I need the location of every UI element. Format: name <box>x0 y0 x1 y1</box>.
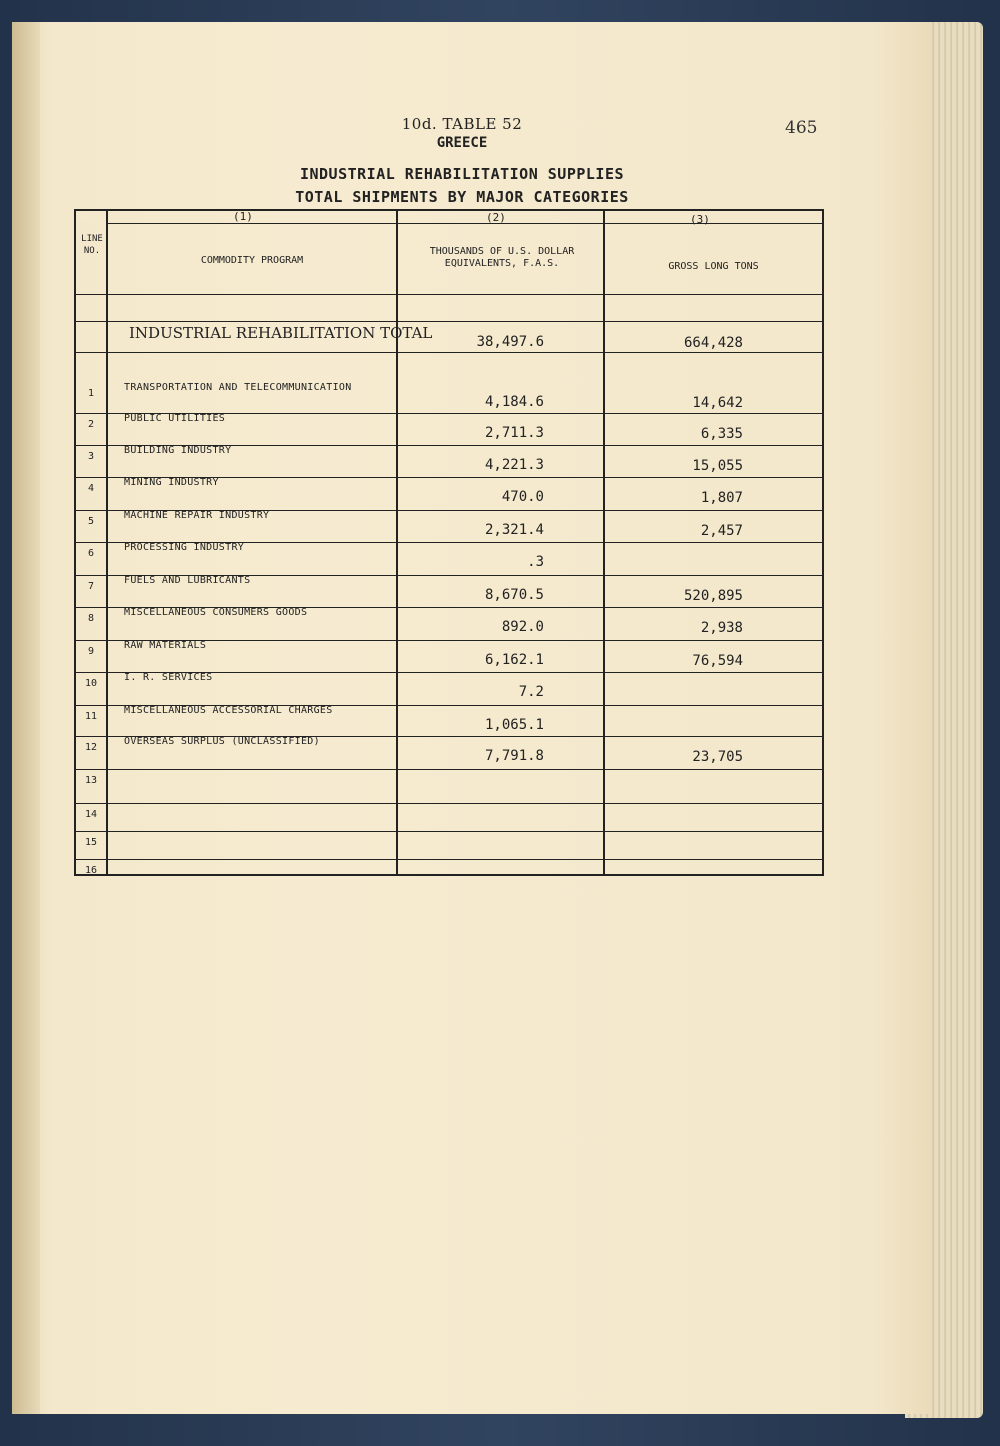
line-number: 11 <box>84 711 98 722</box>
commodity-program: TRANSPORTATION AND TELECOMMUNICATION <box>124 382 352 393</box>
line-number: 15 <box>84 837 98 848</box>
commodity-program: MISCELLANEOUS CONSUMERS GOODS <box>124 607 308 618</box>
line-number: 5 <box>87 516 95 527</box>
total-dollars: 38,497.6 <box>476 334 544 350</box>
line-number: 3 <box>87 451 95 462</box>
column-number-3: (3) <box>690 213 710 226</box>
tons-value: 520,895 <box>683 588 743 604</box>
commodity-program: RAW MATERIALS <box>124 640 207 651</box>
row-rule <box>76 769 822 770</box>
dollar-equivalents-header: THOUSANDS OF U.S. DOLLAR EQUIVALENTS, F.A.S. <box>429 246 575 269</box>
total-rule <box>76 352 822 353</box>
book-page <box>12 22 932 1414</box>
line-header-gap <box>76 211 106 221</box>
tons-value: 6,335 <box>700 426 743 442</box>
line-number: 12 <box>84 742 98 753</box>
table-title-line-2: TOTAL SHIPMENTS BY MAJOR CATEGORIES <box>295 188 629 206</box>
line-number: 1 <box>87 388 95 399</box>
dollar-value: 4,184.6 <box>484 394 544 410</box>
table-title-line-1: INDUSTRIAL REHABILITATION SUPPLIES <box>299 165 625 183</box>
commodity-program: OVERSEAS SURPLUS (UNCLASSIFIED) <box>124 736 320 747</box>
header-rule <box>76 294 822 295</box>
total-tons: 664,428 <box>683 335 743 351</box>
line-number-header: LINE NO. <box>81 234 103 256</box>
tons-value: 2,457 <box>700 523 743 539</box>
dollar-value: 6,162.1 <box>484 652 544 668</box>
tons-value: 23,705 <box>692 749 743 765</box>
dollar-value: 892.0 <box>501 619 544 635</box>
column-number-1: (1) <box>233 210 253 223</box>
line-number: 7 <box>87 581 95 592</box>
dollar-value: 7.2 <box>518 684 544 700</box>
line-number: 10 <box>84 678 98 689</box>
tons-value: 76,594 <box>692 653 743 669</box>
tons-value: 15,055 <box>692 458 743 474</box>
tons-value: 2,938 <box>700 620 743 636</box>
commodity-program: MACHINE REPAIR INDUSTRY <box>124 510 270 521</box>
dollar-value: .3 <box>527 554 544 570</box>
page-number: 465 <box>785 118 818 138</box>
line-number: 4 <box>87 483 95 494</box>
tons-value: 1,807 <box>700 490 743 506</box>
shipments-table <box>74 209 824 876</box>
dollar-value: 7,791.8 <box>484 748 544 764</box>
gross-long-tons-header: GROSS LONG TONS <box>668 261 759 272</box>
row-rule <box>76 803 822 804</box>
country-heading: GREECE <box>436 135 488 151</box>
dollar-value: 2,711.3 <box>484 425 544 441</box>
line-number: 13 <box>84 775 98 786</box>
dollar-value: 8,670.5 <box>484 587 544 603</box>
commodity-program: I. R. SERVICES <box>124 672 213 683</box>
table-reference: 10d. TABLE 52 <box>401 115 523 133</box>
commodity-program: BUILDING INDUSTRY <box>124 445 232 456</box>
commodity-program: PROCESSING INDUSTRY <box>124 542 245 553</box>
total-rule <box>76 321 822 322</box>
tons-value: 14,642 <box>692 395 743 411</box>
commodity-program: MISCELLANEOUS ACCESSORIAL CHARGES <box>124 705 333 716</box>
row-rule <box>76 831 822 832</box>
line-number: 8 <box>87 613 95 624</box>
dollar-value: 1,065.1 <box>484 717 544 733</box>
header-rule <box>106 223 822 224</box>
commodity-program-header: COMMODITY PROGRAM <box>200 255 304 266</box>
line-number: 2 <box>87 419 95 430</box>
line-number: 6 <box>87 548 95 559</box>
line-number: 9 <box>87 646 95 657</box>
line-number: 14 <box>84 809 98 820</box>
page-gutter <box>12 22 40 1414</box>
dollar-value: 470.0 <box>501 489 544 505</box>
dollar-value: 2,321.4 <box>484 522 544 538</box>
commodity-program: FUELS AND LUBRICANTS <box>124 575 251 586</box>
row-rule <box>76 859 822 860</box>
dollar-value: 4,221.3 <box>484 457 544 473</box>
column-number-2: (2) <box>486 211 506 224</box>
line-number: 16 <box>84 865 98 876</box>
commodity-program: MINING INDUSTRY <box>124 477 219 488</box>
total-label: INDUSTRIAL REHABILITATION TOTAL <box>129 324 433 342</box>
commodity-program: PUBLIC UTILITIES <box>124 413 226 424</box>
